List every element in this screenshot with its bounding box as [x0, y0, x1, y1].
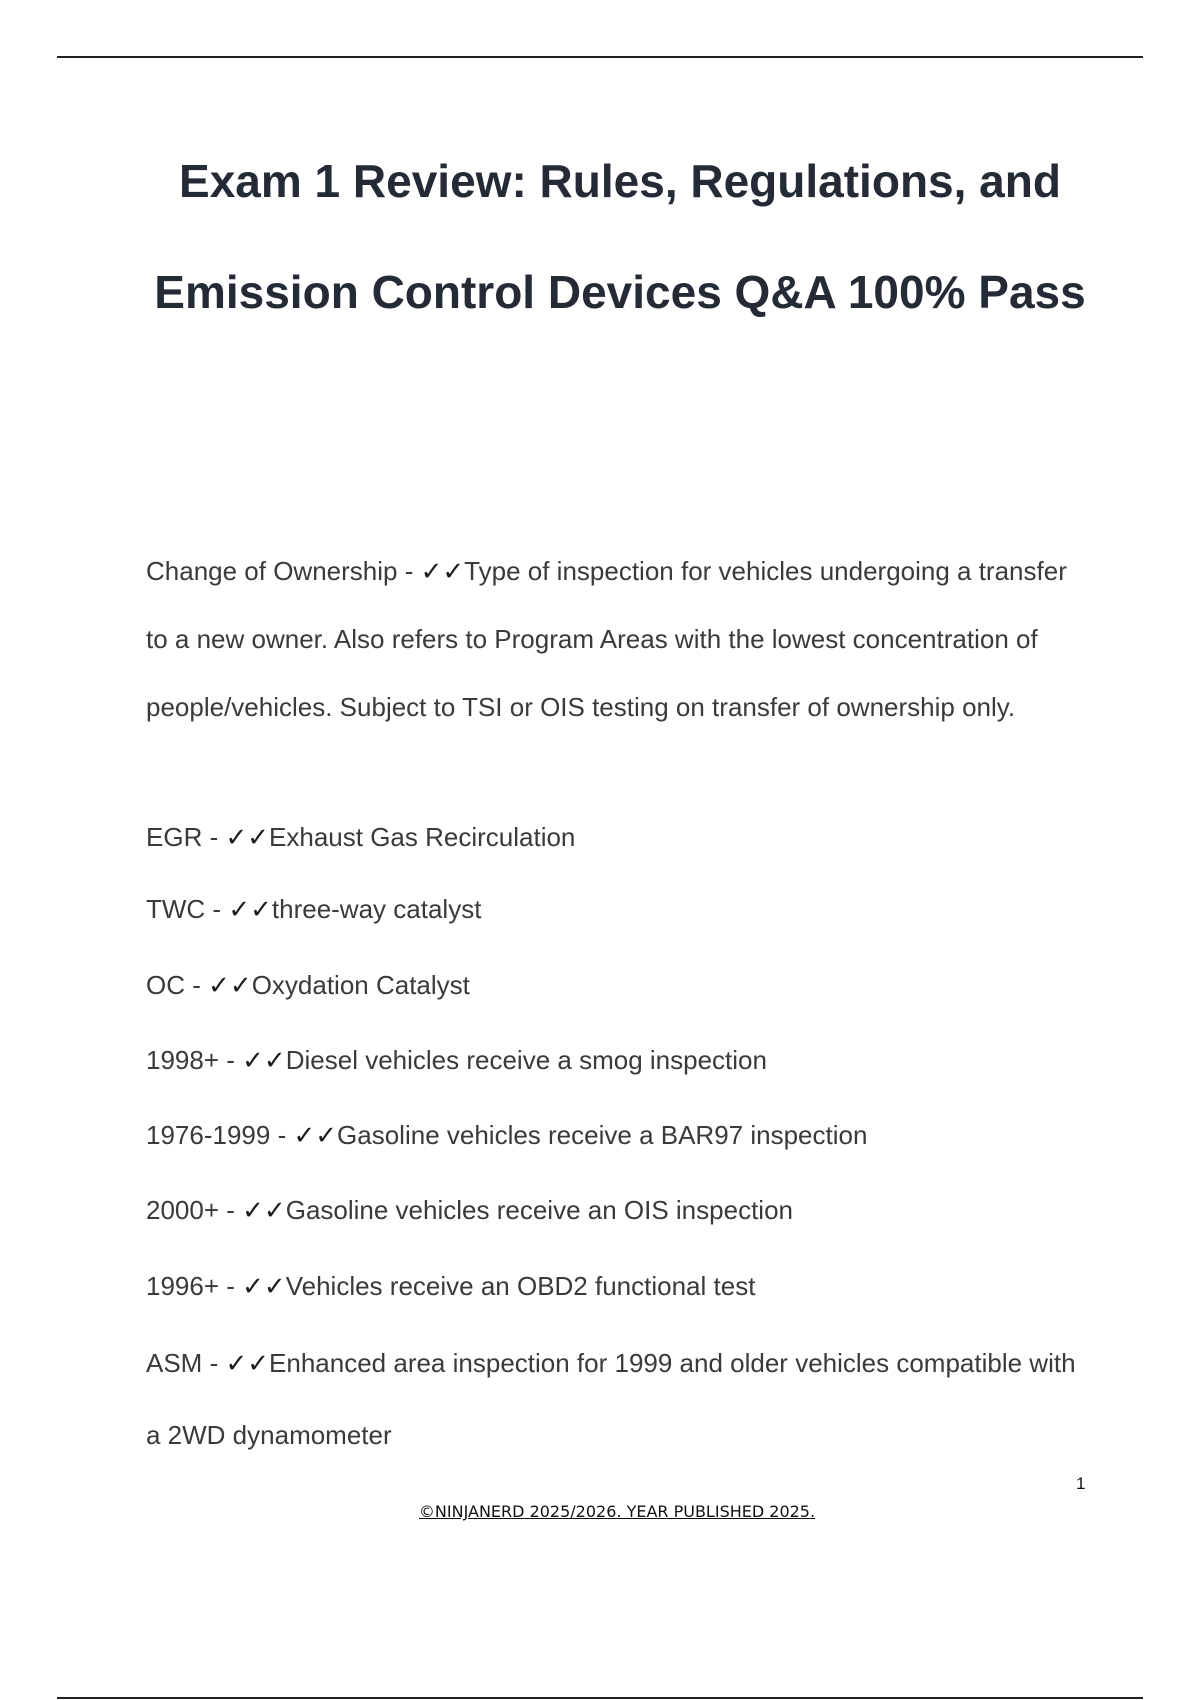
- entry-definition: Vehicles receive an OBD2 functional test: [285, 1271, 756, 1301]
- document-title: Exam 1 Review: Rules, Regulations, and Emission Control Devices Q&A 100% Pass: [154, 155, 1086, 318]
- qa-entry-egr: EGR - ✓✓Exhaust Gas Recirculation: [146, 822, 576, 852]
- qa-entry-change-of-ownership: Change of Ownership - ✓✓Type of inspection for vehicles undergoing a transfer to a new owner. Also refers to Program Areas with the lowest concentration of people/vehicles. Subject to TSI or OIS testing on transfer of ownership only.: [146, 556, 1067, 722]
- double-check-icon: ✓✓: [225, 1348, 270, 1378]
- qa-entry-1976-1999: 1976-1999 - ✓✓Gasoline vehicles receive a BAR97 inspection: [146, 1120, 868, 1150]
- qa-entry-2000-plus: 2000+ - ✓✓Gasoline vehicles receive an OIS inspection: [146, 1195, 793, 1225]
- double-check-icon: ✓✓: [293, 1120, 338, 1150]
- double-check-icon: ✓✓: [208, 970, 252, 1000]
- entry-definition: Oxydation Catalyst: [251, 970, 470, 1000]
- footer-rule: [57, 1697, 1143, 1699]
- qa-entry-1998-plus: 1998+ - ✓✓Diesel vehicles receive a smog inspection: [146, 1045, 767, 1075]
- entry-term: 1996+: [146, 1271, 220, 1301]
- entry-term: TWC: [146, 894, 206, 924]
- entry-term: EGR: [146, 822, 203, 852]
- entry-term: OC: [146, 970, 185, 1000]
- header-rule: [57, 56, 1143, 58]
- entry-definition: three-way catalyst: [271, 894, 482, 924]
- entry-term: 1976-1999: [146, 1120, 271, 1150]
- double-check-icon: ✓✓: [242, 1045, 286, 1075]
- qa-entry-asm: ASM - ✓✓Enhanced area inspection for 1999 and older vehicles compatible with a 2WD dynamometer: [146, 1348, 1076, 1450]
- entry-term: Change of Ownership: [146, 556, 398, 586]
- qa-entry-twc: TWC - ✓✓three-way catalyst: [146, 894, 482, 924]
- copyright-footer: ©NINJANERD 2025/2026. YEAR PUBLISHED 2025.: [418, 1502, 816, 1521]
- qa-entry-1996-plus: 1996+ - ✓✓Vehicles receive an OBD2 functional test: [146, 1271, 756, 1301]
- entry-term: ASM: [146, 1348, 203, 1378]
- entry-definition: Gasoline vehicles receive an OIS inspection: [285, 1195, 793, 1225]
- entry-definition: Enhanced area inspection for 1999 and older vehicles compatible with a 2WD dynamometer: [146, 1348, 1076, 1450]
- double-check-icon: ✓✓: [228, 894, 272, 924]
- entry-term: 2000+: [146, 1195, 220, 1225]
- entry-term: 1998+: [146, 1045, 220, 1075]
- entry-definition: Type of inspection for vehicles undergoing a transfer to a new owner. Also refers to Program Areas with the lowest concentration of people/vehicles. Subject to TSI or OIS testing on transfer of ownership only.: [146, 556, 1067, 722]
- entry-definition: Diesel vehicles receive a smog inspection: [285, 1045, 767, 1075]
- double-check-icon: ✓✓: [242, 1271, 286, 1301]
- double-check-icon: ✓✓: [225, 822, 270, 852]
- page-number: 1: [1076, 1474, 1086, 1493]
- double-check-icon: ✓✓: [420, 556, 465, 586]
- entry-definition: Exhaust Gas Recirculation: [269, 822, 576, 852]
- qa-entry-oc: OC - ✓✓Oxydation Catalyst: [146, 970, 470, 1000]
- double-check-icon: ✓✓: [242, 1195, 286, 1225]
- entry-definition: Gasoline vehicles receive a BAR97 inspection: [337, 1120, 868, 1150]
